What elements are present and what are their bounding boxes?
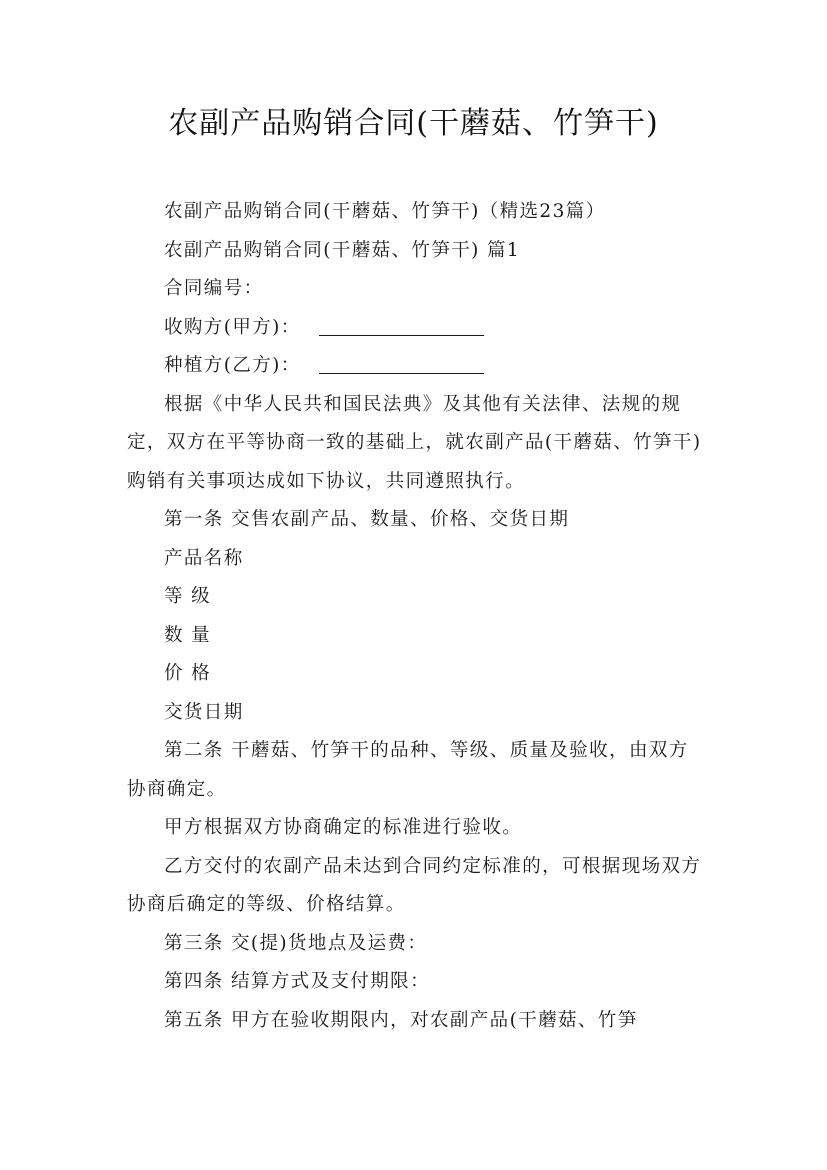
document-body	[127, 193, 703, 1040]
paragraph-contract-heading: 农副产品购销合同(干蘑菇、竹笋干) 篇1	[164, 239, 521, 261]
paragraph-buyer-party	[127, 309, 703, 348]
paragraph-article-2: 第二条 干蘑菇、竹笋干的品种、等级、质量及验收，由双方协商确定。	[127, 740, 689, 800]
paragraph-inspection: 甲方根据双方协商确定的标准进行验收。	[164, 817, 523, 838]
paragraph-product-name: 产品名称	[164, 547, 244, 569]
paragraph-legal-basis: 根据《中华人民共和国民法典》及其他有关法律、法规的规定，双方在平等协商一致的基础上，就农副产品(干蘑菇、竹笋干)购销有关事项达成如下协议，共同遵照执行。	[127, 393, 702, 492]
paragraph-article-4: 第四条 结算方式及支付期限：	[164, 971, 430, 992]
grower-party-blank-line	[319, 351, 484, 374]
paragraph-article-1: 第一条 交售农副产品、数量、价格、交货日期	[164, 509, 570, 530]
paragraph-grower-party	[127, 347, 703, 386]
paragraph-delivery-date: 交货日期	[164, 701, 244, 723]
buyer-party-blank-line	[319, 313, 484, 336]
paragraph-settlement-standard: 乙方交付的农副产品未达到合同约定标准的，可根据现场双方协商后确定的等级、价格结算。	[127, 855, 702, 915]
paragraph-quantity: 数 量	[164, 624, 212, 646]
buyer-party-label: 收购方(甲方)：	[164, 316, 301, 338]
paragraph-collection-title: 农副产品购销合同(干蘑菇、竹笋干)（精选23篇）	[164, 201, 606, 222]
paragraph-grade: 等 级	[164, 586, 212, 607]
paragraph-article-5: 第五条 甲方在验收期限内，对农副产品(干蘑菇、竹笋	[164, 1009, 638, 1031]
paragraph-contract-number: 合同编号：	[164, 278, 264, 299]
document-title: 农副产品购销合同(干蘑菇、竹笋干)	[168, 106, 659, 141]
grower-party-label: 种植方(乙方)：	[164, 355, 301, 376]
paragraph-price: 价 格	[164, 663, 212, 684]
paragraph-article-3: 第三条 交(提)货地点及运费：	[164, 932, 428, 954]
